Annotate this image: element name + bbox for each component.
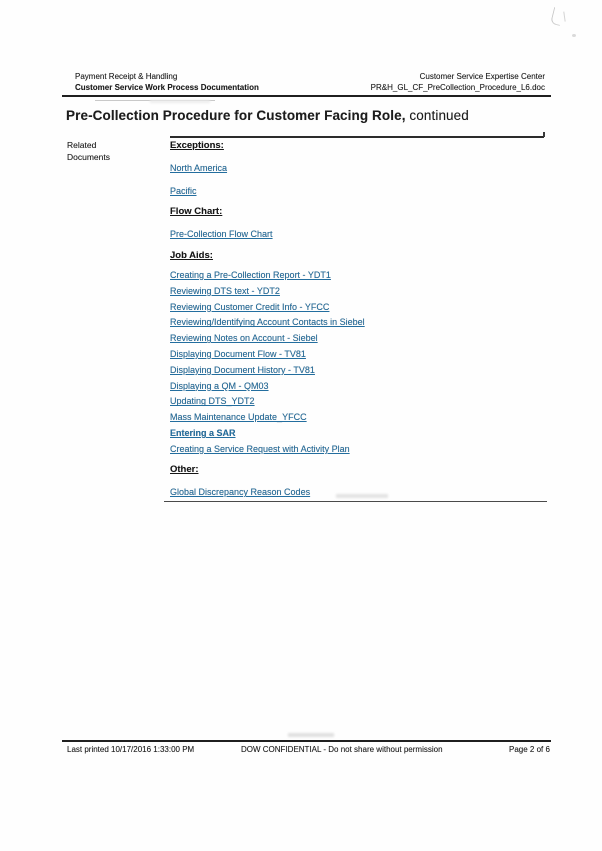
page-title [66, 108, 469, 123]
page-title-main: Pre-Collection Procedure for Customer Facing Role, [66, 108, 406, 123]
doc-link[interactable]: Displaying Document Flow - TV81 [170, 348, 306, 359]
header-doc-type: Customer Service Work Process Documentation [75, 82, 259, 92]
section-heading: Other: [170, 464, 199, 476]
doc-link[interactable]: Creating a Pre-Collection Report - YDT1 [170, 270, 331, 280]
doc-link[interactable]: Reviewing DTS text - YDT2 [170, 285, 280, 296]
scan-artifact [150, 100, 210, 103]
doc-link[interactable]: North America [170, 163, 228, 173]
header-right [371, 72, 545, 93]
row-label-related-documents: Related Documents [67, 140, 110, 162]
footer-divider [62, 740, 551, 742]
doc-section [170, 206, 560, 240]
header-doc-category: Payment Receipt & Handling [75, 72, 178, 81]
content-divider-bottom [164, 501, 547, 502]
section-heading: Exceptions: [170, 140, 224, 151]
scan-artifact [550, 7, 564, 26]
section-heading: Job Aids: [170, 249, 213, 261]
scan-artifact [557, 12, 565, 23]
doc-link[interactable]: Pre-Collection Flow Chart [170, 229, 273, 239]
doc-link[interactable]: Entering a SAR [170, 427, 236, 438]
header-divider [62, 95, 551, 97]
doc-link[interactable]: Pacific [170, 185, 197, 196]
header-file-name: PR&H_GL_CF_PreCollection_Procedure_L6.doc [370, 82, 545, 92]
doc-link[interactable]: Reviewing Customer Credit Info - YFCC [170, 301, 330, 312]
content-divider-top [170, 136, 544, 138]
doc-link[interactable]: Creating a Service Request with Activity Plan [170, 443, 350, 454]
scan-artifact [572, 34, 576, 37]
doc-link[interactable]: Reviewing Notes on Account - Siebel [170, 333, 318, 344]
header-left [75, 72, 259, 93]
doc-section [170, 464, 560, 498]
doc-link[interactable]: Displaying a QM - QM03 [170, 380, 269, 391]
footer-page-number: Page 2 of 6 [509, 745, 550, 754]
doc-link[interactable]: Reviewing/Identifying Account Contacts in Siebel [170, 317, 365, 328]
scan-artifact [288, 733, 334, 737]
doc-section [170, 250, 560, 455]
page-title-suffix: continued [409, 108, 469, 123]
header-org-name: Customer Service Expertise Center [419, 72, 545, 81]
related-documents-content [170, 140, 560, 498]
doc-link[interactable]: Mass Maintenance Update_YFCC [170, 412, 307, 423]
scan-artifact [95, 100, 215, 101]
doc-link[interactable]: Displaying Document History - TV81 [170, 364, 315, 375]
footer-last-printed: Last printed 10/17/2016 1:33:00 PM [67, 745, 195, 754]
doc-section [170, 140, 560, 197]
footer-confidential-notice: DOW CONFIDENTIAL - Do not share without permission [241, 745, 443, 754]
doc-link[interactable]: Updating DTS_YDT2 [170, 396, 255, 407]
section-heading: Flow Chart: [170, 206, 223, 217]
doc-link[interactable]: Global Discrepancy Reason Codes [170, 487, 311, 498]
